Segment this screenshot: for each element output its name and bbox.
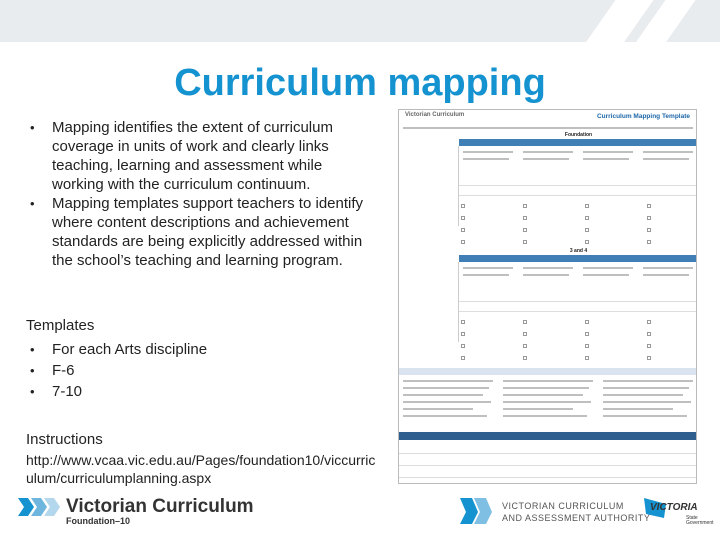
thumbnail-text-line — [603, 380, 693, 382]
thumbnail-checkbox — [647, 344, 651, 348]
victorian-curriculum-logo — [18, 494, 268, 528]
template-item: • For each Arts discipline — [28, 339, 288, 360]
templates-heading: Templates — [26, 317, 95, 334]
thumbnail-checkbox — [461, 216, 465, 220]
thumbnail-text-line — [463, 151, 513, 153]
thumbnail-text-line — [603, 408, 673, 410]
thumbnail-header — [399, 110, 696, 124]
thumbnail-text-line — [403, 387, 489, 389]
thumbnail-checkbox — [461, 332, 465, 336]
victorian-curriculum-sub: Foundation–10 — [66, 516, 131, 526]
thumbnail-unit-row — [399, 468, 697, 478]
thumbnail-checkbox — [647, 228, 651, 232]
thumbnail-text-line — [463, 158, 509, 160]
thumbnail-lower-header — [399, 368, 697, 375]
victorian-curriculum-name: Victorian Curriculum — [66, 496, 254, 517]
template-item: • F-6 — [28, 360, 288, 381]
thumbnail-checkbox — [523, 204, 527, 208]
thumbnail-text-line — [503, 394, 583, 396]
thumbnail-text-line — [403, 415, 487, 417]
thumbnail-checkbox — [585, 356, 589, 360]
templates-list — [28, 339, 288, 402]
thumbnail-unit-row — [399, 456, 697, 466]
thumbnail-checkbox — [461, 240, 465, 244]
thumbnail-checkbox — [461, 344, 465, 348]
thumbnail-band-label: Foundation — [564, 132, 593, 138]
bullet-list — [28, 118, 368, 270]
thumbnail-checkbox — [523, 320, 527, 324]
victoria-state-text: State Government — [686, 515, 714, 526]
slide-title: Curriculum mapping — [174, 62, 546, 104]
thumbnail-text-line — [503, 387, 589, 389]
thumbnail-text-line — [403, 401, 491, 403]
thumbnail-left-column — [399, 262, 459, 342]
bullet-item: • Mapping identifies the extent of curriculum coverage in units of work and clearly links teaching, learning and assessment while working with the curriculum continuum. — [28, 118, 368, 194]
thumbnail-text-line — [603, 394, 683, 396]
thumbnail-unit-row — [399, 444, 697, 454]
thumbnail-text-line — [523, 274, 569, 276]
thumbnail-checkbox — [461, 204, 465, 208]
thumbnail-header-row — [459, 255, 697, 262]
thumbnail-checkbox — [461, 228, 465, 232]
thumbnail-achievement-row — [459, 186, 697, 196]
vcaa-line-2: AND ASSESSMENT AUTHORITY — [502, 513, 651, 523]
thumbnail-checkbox — [523, 356, 527, 360]
thumbnail-text-line — [403, 408, 473, 410]
thumbnail-logo: Victorian Curriculum — [405, 112, 465, 118]
template-item: • 7-10 — [28, 381, 288, 402]
mapping-template-thumbnail — [398, 109, 697, 484]
thumbnail-achievement-row — [459, 302, 697, 312]
thumbnail-text-line — [603, 387, 689, 389]
thumbnail-checkbox — [585, 240, 589, 244]
thumbnail-checkbox — [585, 228, 589, 232]
thumbnail-text-line — [643, 158, 689, 160]
thumbnail-text-line — [463, 267, 513, 269]
thumbnail-checkbox — [585, 204, 589, 208]
thumbnail-checkbox — [647, 216, 651, 220]
thumbnail-text-line — [403, 394, 483, 396]
chevron-logo-icon — [18, 498, 62, 516]
thumbnail-text-line — [643, 274, 689, 276]
thumbnail-text-line — [643, 151, 693, 153]
thumbnail-text-line — [403, 380, 493, 382]
thumbnail-text-line — [603, 415, 687, 417]
vcaa-mark-icon — [458, 494, 498, 528]
thumbnail-checkbox — [461, 356, 465, 360]
instructions-url[interactable] — [26, 451, 376, 487]
thumbnail-checkbox — [647, 356, 651, 360]
thumbnail-checkbox — [647, 320, 651, 324]
thumbnail-checkbox — [585, 216, 589, 220]
instructions-url-text[interactable]: http://www.vcaa.vic.edu.au/Pages/foundation10/viccurriculum/curriculumplanning.aspx — [26, 452, 376, 486]
victoria-word: VICTORIA — [650, 502, 698, 513]
top-band — [0, 0, 720, 42]
bullet-item: • Mapping templates support teachers to identify where content descriptions and achievement standards are being explicitly addressed within the school’s teaching and learning program. — [28, 194, 368, 270]
thumbnail-checkbox — [523, 240, 527, 244]
thumbnail-left-column — [399, 146, 459, 226]
thumbnail-checkbox — [523, 344, 527, 348]
thumbnail-text-line — [643, 267, 693, 269]
thumbnail-text-line — [523, 151, 573, 153]
vcaa-line-1: VICTORIAN CURRICULUM — [502, 501, 624, 511]
thumbnail-checkbox — [647, 204, 651, 208]
thumbnail-header-row — [459, 139, 697, 146]
thumbnail-checkbox — [647, 240, 651, 244]
thumbnail-text-line — [583, 151, 633, 153]
thumbnail-checkbox — [647, 332, 651, 336]
thumbnail-text-line — [403, 127, 693, 129]
victoria-state-logo — [642, 494, 712, 530]
thumbnail-text-line — [503, 401, 591, 403]
thumbnail-text-line — [583, 267, 633, 269]
thumbnail-band-label: 3 and 4 — [569, 248, 588, 254]
thumbnail-checkbox — [461, 320, 465, 324]
thumbnail-checkbox — [585, 332, 589, 336]
thumbnail-text-line — [583, 158, 629, 160]
thumbnail-text-line — [503, 380, 593, 382]
thumbnail-text-line — [463, 274, 509, 276]
thumbnail-checkbox — [523, 216, 527, 220]
thumbnail-text-line — [603, 401, 691, 403]
instructions-heading: Instructions — [26, 431, 103, 448]
thumbnail-text-line — [583, 274, 629, 276]
thumbnail-checkbox — [585, 344, 589, 348]
thumbnail-text-line — [523, 158, 569, 160]
vcaa-logo — [458, 494, 651, 530]
thumbnail-text-line — [503, 415, 587, 417]
thumbnail-text-line — [523, 267, 573, 269]
thumbnail-checkbox — [523, 228, 527, 232]
thumbnail-checkbox — [523, 332, 527, 336]
thumbnail-checkbox — [585, 320, 589, 324]
thumbnail-bottom-bar — [399, 432, 697, 440]
thumbnail-text-line — [503, 408, 573, 410]
thumbnail-title: Curriculum Mapping Template — [596, 113, 690, 120]
